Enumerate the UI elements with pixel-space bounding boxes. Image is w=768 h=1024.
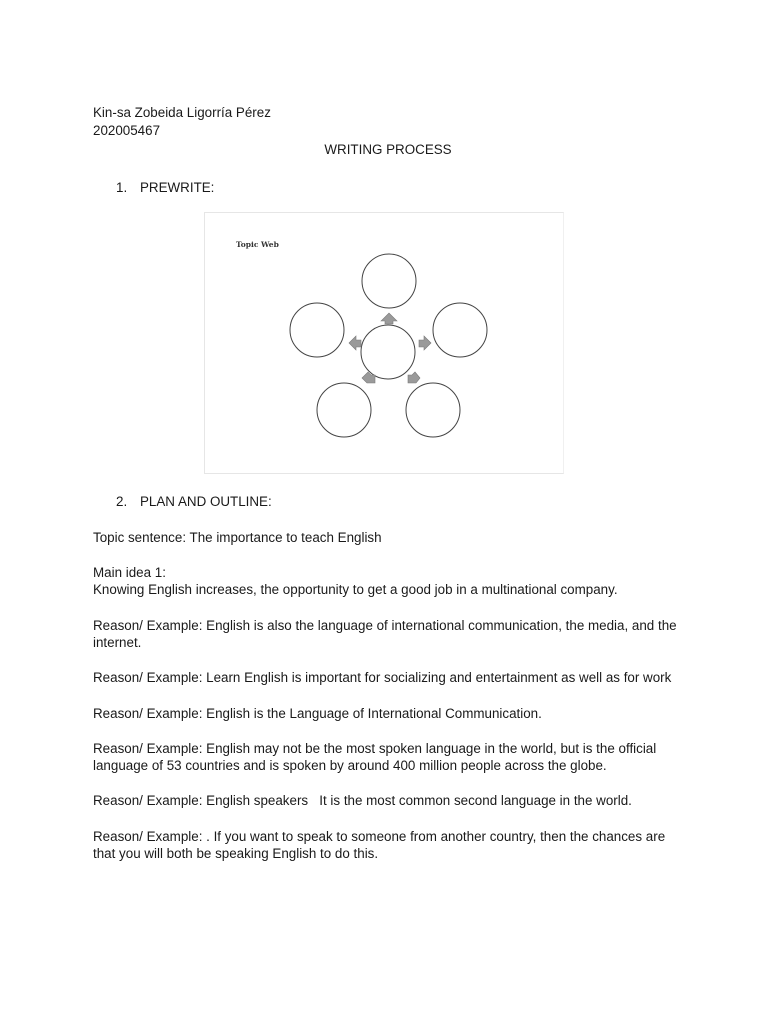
section-number: 1. bbox=[116, 179, 128, 195]
section-plan-outline bbox=[116, 493, 683, 511]
reason-paragraph: Reason/ Example: English may not be the most spoken language in the world, but is the official language of 53 countries and is spoken by around 400 million people across the globe. bbox=[93, 740, 660, 774]
main-idea-text: Knowing English increases, the opportunity to get a good job in a multinational company. bbox=[93, 582, 618, 598]
document-page bbox=[93, 104, 683, 863]
topic-sentence: Topic sentence: The importance to teach English bbox=[93, 529, 382, 545]
section-number: 2. bbox=[116, 494, 128, 510]
topic-web-circle-left bbox=[290, 303, 344, 357]
arrow-down-right-icon bbox=[408, 372, 420, 383]
section-label: PREWRITE: bbox=[140, 179, 215, 195]
arrow-left-icon bbox=[349, 336, 361, 350]
topic-web-diagram bbox=[205, 213, 563, 473]
reason-paragraph: Reason/ Example: English is also the language of international communication, the media, and the internet. bbox=[93, 617, 681, 651]
document-title: WRITING PROCESS bbox=[324, 142, 452, 158]
author-name: Kin-sa Zobeida Ligorría Pérez bbox=[93, 105, 271, 120]
topic-web-label: Topic Web bbox=[236, 240, 279, 250]
arrow-up-icon bbox=[381, 313, 397, 324]
main-idea-label: Main idea 1: bbox=[93, 564, 166, 580]
topic-web-circle-bottom-right bbox=[406, 383, 460, 437]
reason-paragraph: Reason/ Example: Learn English is important for socializing and entertainment as well as for work bbox=[93, 670, 672, 686]
topic-web-circle-top bbox=[362, 254, 416, 308]
reason-paragraph: Reason/ Example: English speakers It is the most common second language in the world. bbox=[93, 793, 632, 809]
reason-paragraph: Reason/ Example: English is the Language of International Communication. bbox=[93, 705, 542, 721]
section-prewrite bbox=[116, 179, 683, 197]
topic-web-figure bbox=[204, 212, 564, 474]
topic-web-circle-right bbox=[433, 303, 487, 357]
student-id: 202005467 bbox=[93, 122, 161, 138]
arrow-down-left-icon bbox=[362, 372, 375, 383]
section-label: PLAN AND OUTLINE: bbox=[140, 494, 272, 510]
topic-web-circle-center bbox=[361, 325, 415, 379]
topic-web-circle-bottom-left bbox=[317, 383, 371, 437]
reason-paragraph: Reason/ Example: . If you want to speak to someone from another country, then the chances are that you will both be speaking English to do this. bbox=[93, 828, 669, 862]
arrow-right-icon bbox=[419, 336, 431, 350]
